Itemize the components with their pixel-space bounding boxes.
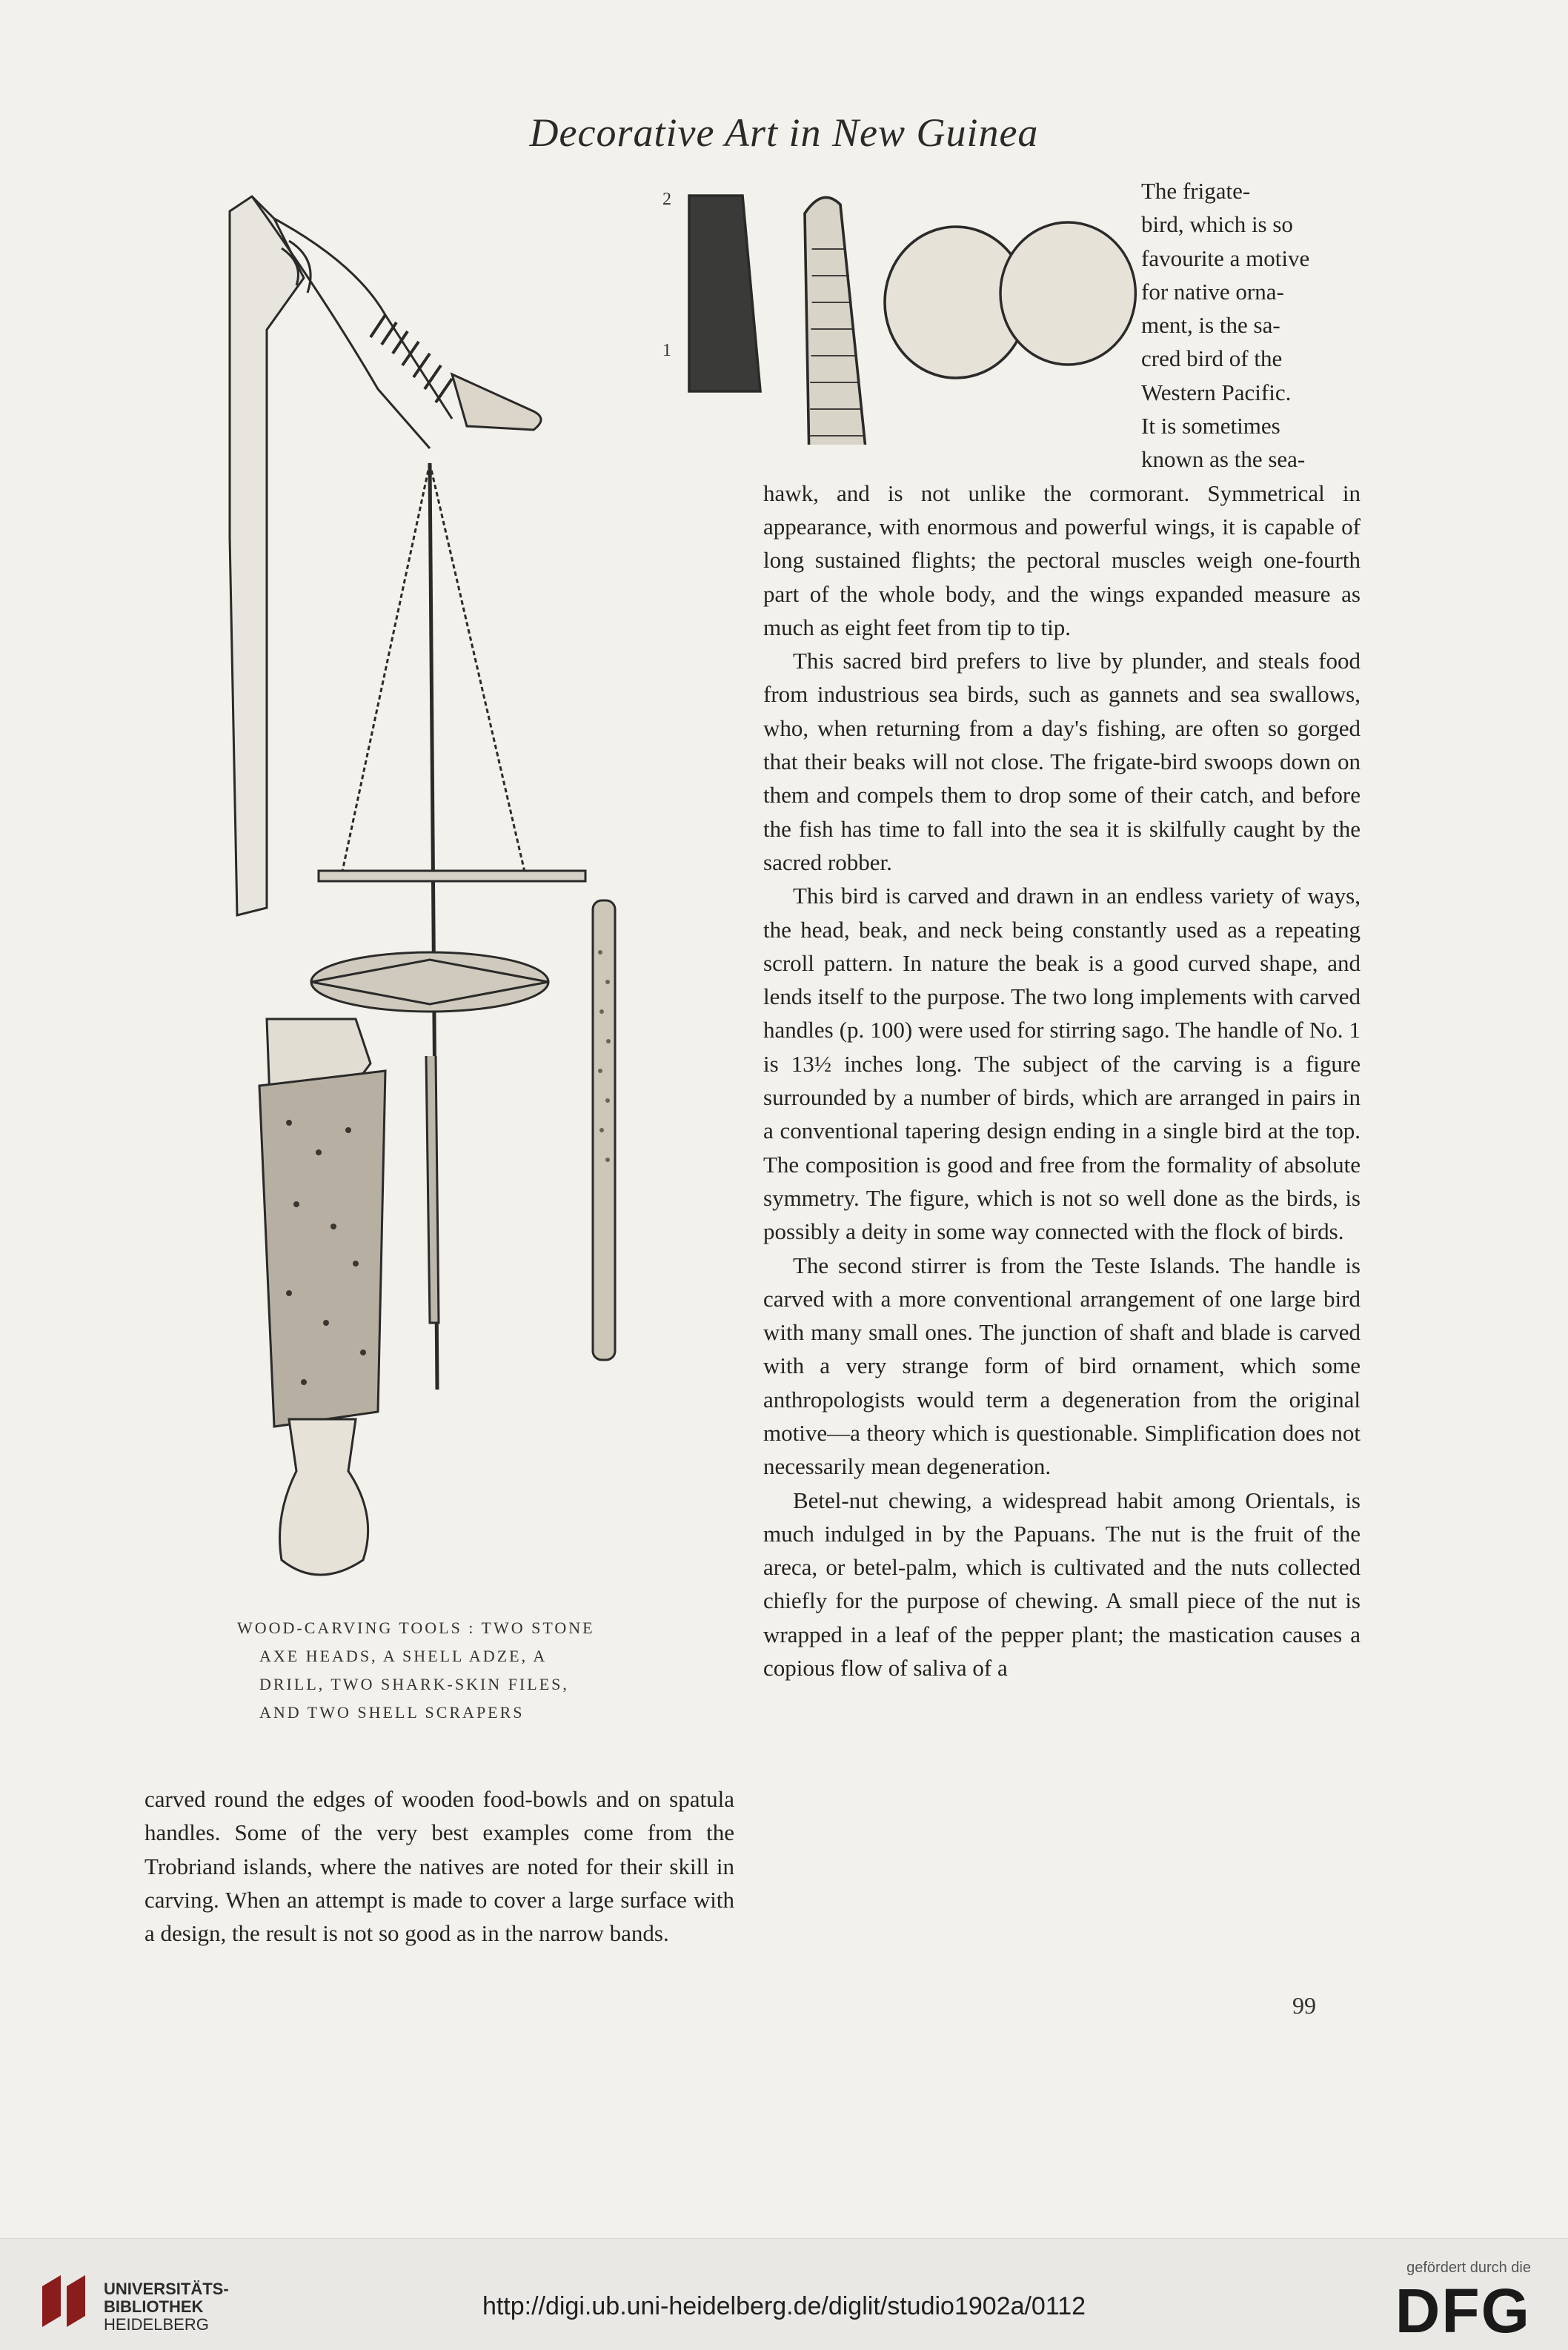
text-line: ment, is the sa-	[1141, 312, 1280, 339]
text-line: favourite a motive	[1141, 245, 1310, 271]
file-grip	[259, 1071, 385, 1427]
text-line: cred bird of the	[1141, 345, 1283, 372]
caption-line: DRILL, TWO SHARK-SKIN FILES,	[259, 1675, 569, 1693]
figure-label-1: 1	[662, 341, 671, 360]
dfg-logo: DFG	[1395, 2276, 1531, 2346]
text-line: for native orna-	[1141, 278, 1284, 305]
paragraph: hawk, and is not unlike the cormorant. Symmetrical in appearance, with enormous and powerful wings, it is capable of long sustained flights; the pectoral muscles weigh one-fourth part of the whole body, and the wings expanded measure as much as eight feet from tip to tip.	[763, 479, 1361, 640]
running-title: Decorative Art in New Guinea	[529, 110, 1039, 155]
library-line: HEIDELBERG	[104, 2315, 209, 2334]
file-handle	[280, 1419, 368, 1575]
sponsor-note: gefördert durch die	[1406, 2260, 1531, 2276]
paragraph: carved round the edges of wooden food-bowls and on spatula handles. Some of the very best examples come from the Trobriand islands, where the natives are noted for their skill in carving. When an attempt is made to cover a large surface with a design, the result is not so good as in the narrow bands.	[144, 1786, 734, 1947]
paragraph: Betel-nut chewing, a widespread habit among Orientals, is much indulged in by the Papuans. The nut is the fruit of the areca, or betel-palm, which is cultivated and the nuts collected chiefly for the purpose of chewing. A small piece of the nut is wrapped in a leaf of the pepper plant; the mastication causes a copious flow of saliva of a	[763, 1487, 1361, 1682]
caption-line: AND TWO SHELL SCRAPERS	[259, 1703, 525, 1722]
library-line: BIBLIOTHEK	[104, 2297, 204, 2316]
axe-haft	[230, 196, 304, 915]
paragraph: The second stirrer is from the Teste Islands. The handle is carved with a more conventional arrangement of one large bird with many small ones. The junction of shaft and blade is carved with a very strange form of bird ornament, which some anthropologists would term a degeneration from the original motive—a theory which is questionable. Simplification does not necessarily mean degeneration.	[763, 1252, 1361, 1480]
figure-label-2: 2	[662, 190, 671, 209]
axe-blade	[452, 374, 541, 430]
figure-caption	[237, 1614, 652, 1727]
left-text-column	[144, 1782, 734, 1950]
text-line: Western Pacific.	[1141, 379, 1292, 405]
narrow-paragraph-opening	[763, 174, 1361, 477]
drill-flywheel	[311, 952, 548, 1012]
paragraph: This sacred bird prefers to live by plunder, and steals food from industrious sea birds, such as gannets and sea swallows, who, when returning from a day's fishing, are often so gorged that their beaks will not close. The frigate-bird swoops down on them and compels them to drop some of their catch, and before the fish has time to fall into the sea it is skilfully caught by the sacred robber.	[763, 648, 1361, 875]
text-line: It is sometimes	[1141, 413, 1280, 439]
stone-axe-head-1	[689, 196, 760, 391]
sponsor-block	[1395, 2260, 1531, 2346]
library-line: UNIVERSITÄTS-	[104, 2280, 229, 2298]
text-line: bird, which is so	[1141, 211, 1293, 238]
text-line: The frigate-	[1141, 178, 1251, 204]
caption-line: AXE HEADS, A SHELL ADZE, A	[259, 1647, 548, 1665]
text-line: known as the sea-	[1141, 446, 1306, 473]
right-text-column	[763, 174, 1361, 1685]
digitization-footer	[0, 2238, 1568, 2350]
caption-line: WOOD-CARVING TOOLS : TWO STONE	[237, 1619, 595, 1637]
source-url-link[interactable]: http://digi.ub.uni-heidelberg.de/diglit/studio1902a/0112	[482, 2292, 1086, 2320]
paragraph: This bird is carved and drawn in an endless variety of ways, the head, beak, and neck being constantly used as a repeating scroll pattern. In nature the beak is a good curved shape, and lends itself to the purpose. The two long implements with carved handles (p. 100) were used for stirring sago. The handle of No. 1 is 13½ inches long. The subject of the carving is a figure surrounded by a number of birds, which are arranged in pairs in a conventional tapering design ending in a single bird at the top. The composition is good and free from the formality of absolute symmetry. The figure, which is not so well done as the birds, is possibly a deity in some way connected with the flock of birds.	[763, 883, 1361, 1245]
page-number: 99	[1292, 1992, 1316, 2019]
